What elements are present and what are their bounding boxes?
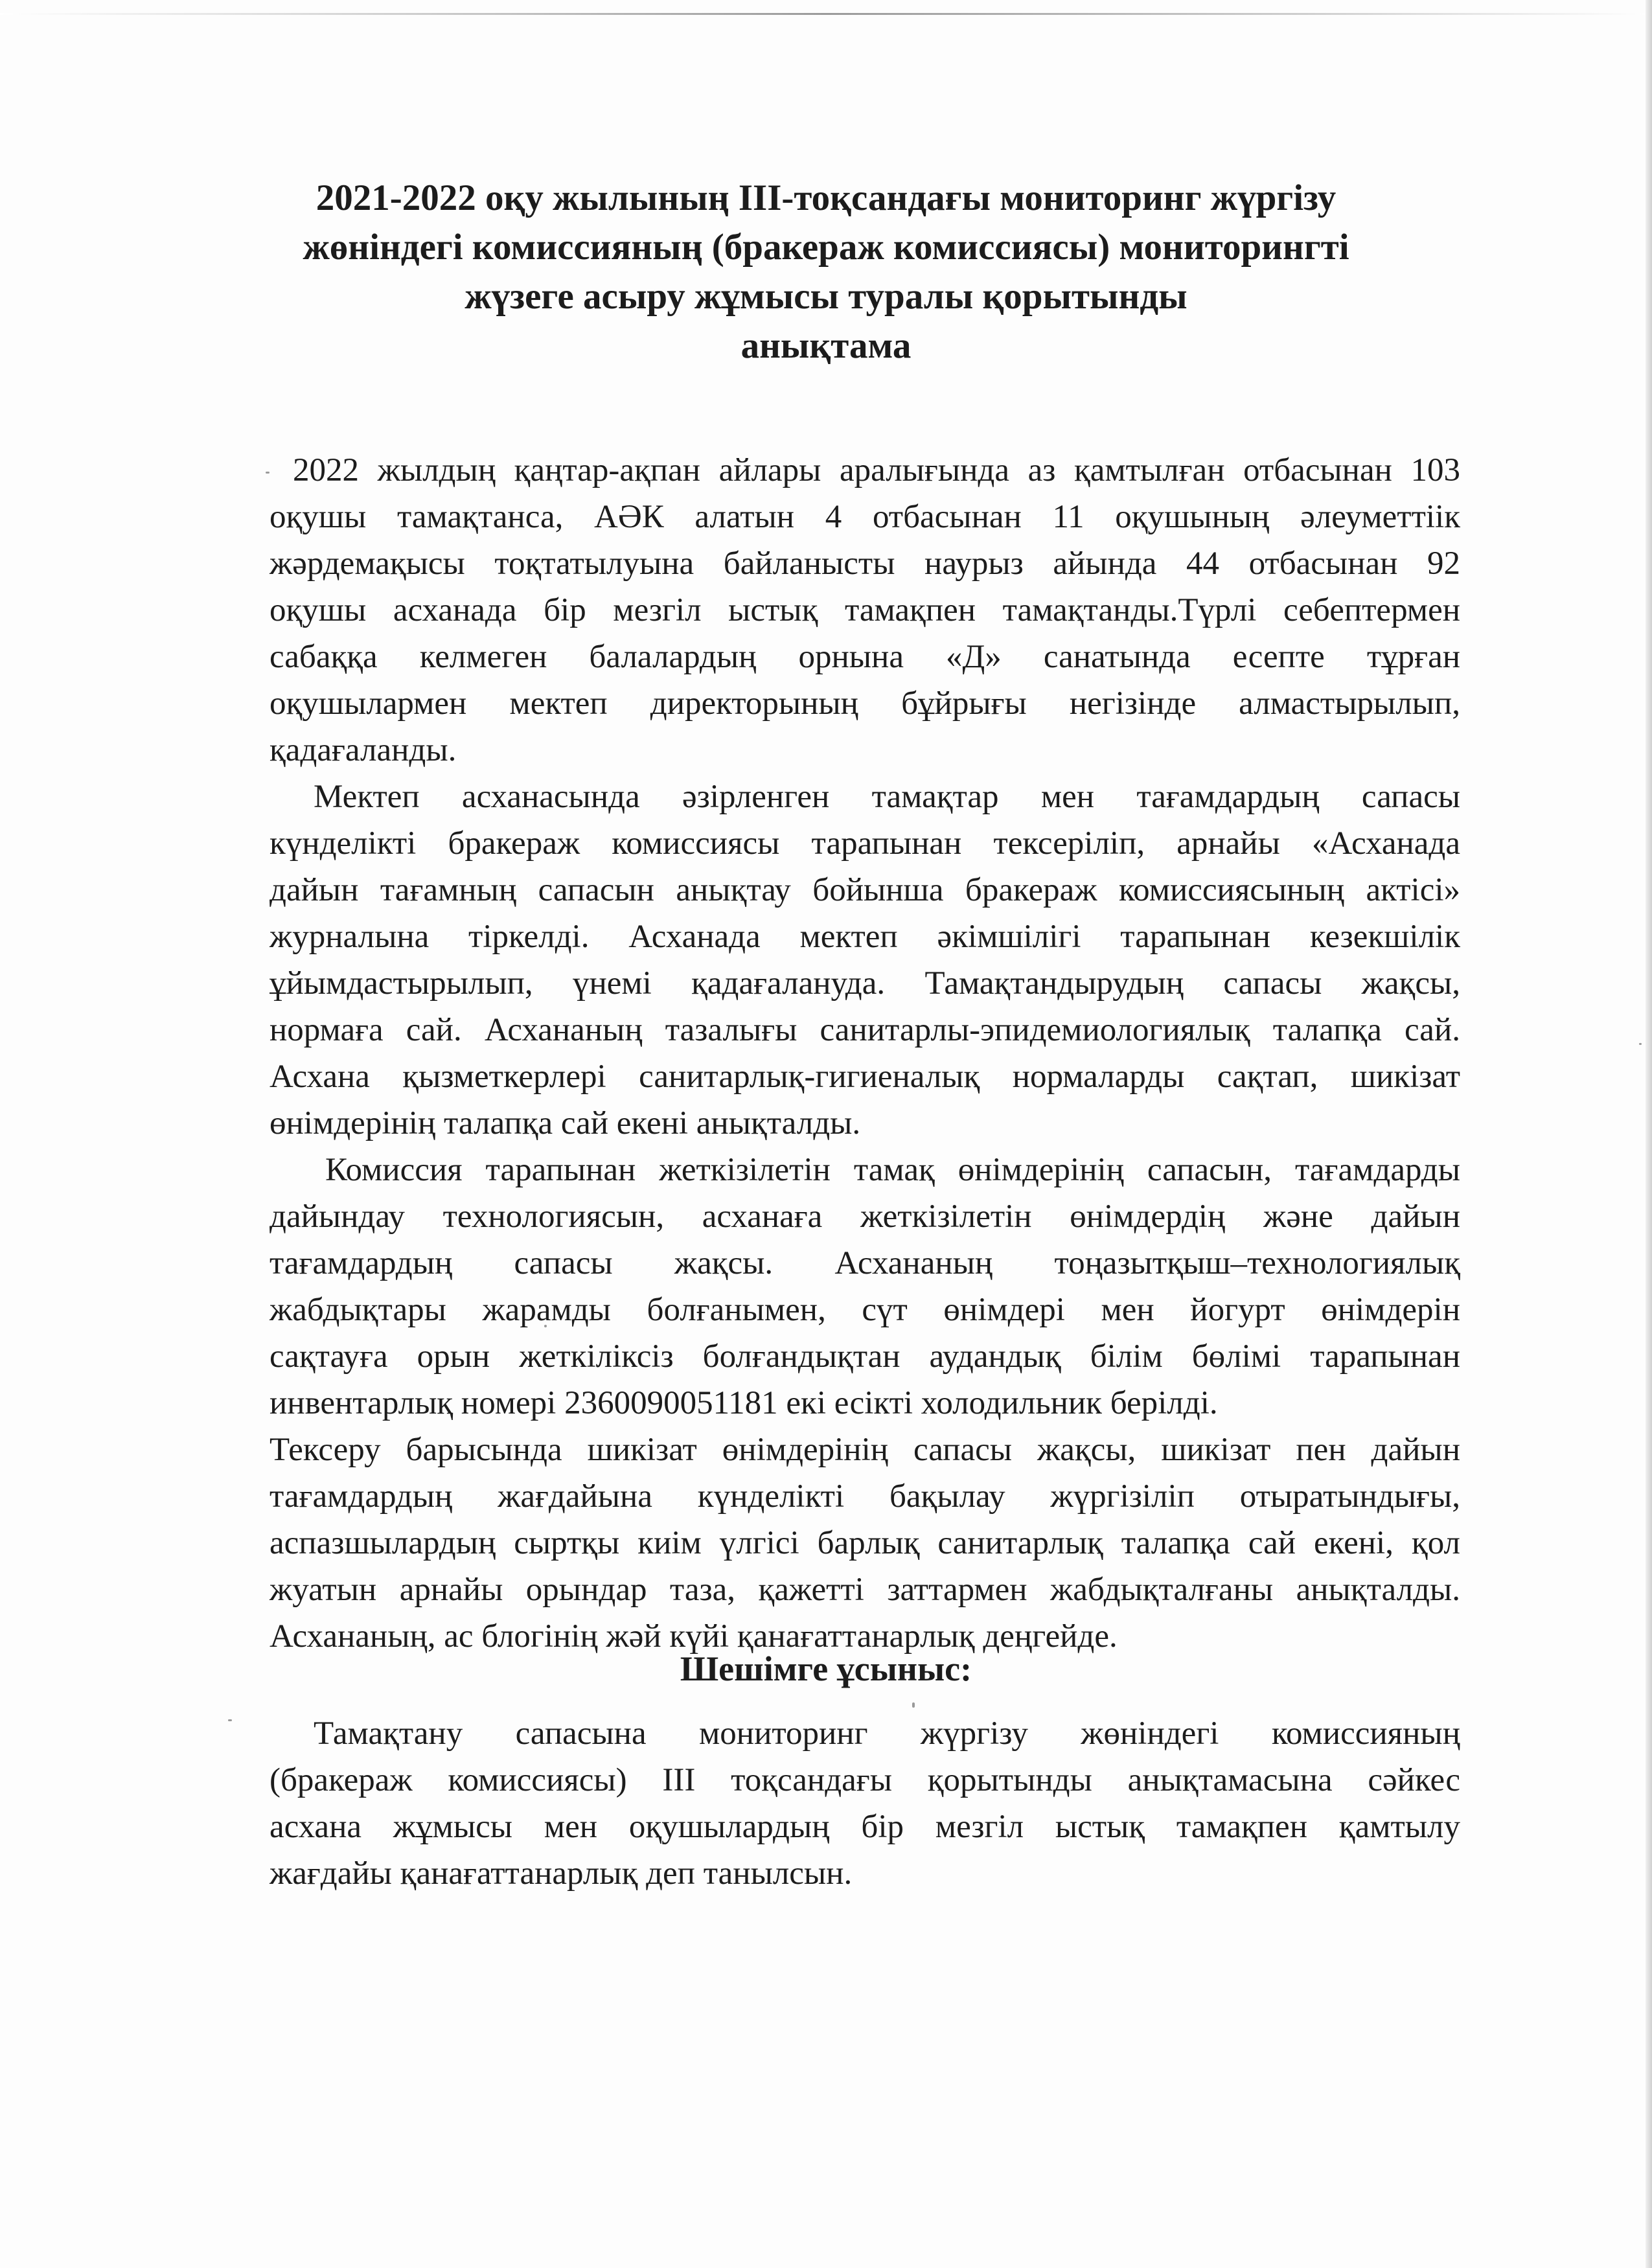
text-line: Комиссия тарапынан жеткізілетін тамақ өнімдерінің сапасын, тағамдарды bbox=[325, 1152, 1460, 1188]
text-line: жабдықтары жарамды болғанымен, сүт өнімдері мен йогурт өнімдерін bbox=[270, 1292, 1460, 1328]
text-line: Мектеп асханасында әзірленген тамақтар мен тағамдардың сапасы bbox=[314, 779, 1460, 815]
paragraph-lunch-statistics bbox=[270, 447, 1460, 773]
text-line: инвентарлық номері 2360090051181 екі есікті холодильник берілді. bbox=[270, 1385, 1218, 1421]
text-line: Тамақтану сапасына мониторинг жүргізу жөніндегі комиссияның bbox=[314, 1715, 1460, 1752]
text-line: дайындау технологиясын, асханаға жеткізілетін өнімдердің және дайын bbox=[270, 1198, 1460, 1235]
scan-right-edge bbox=[1646, 0, 1652, 2268]
text-line: жәрдемақысы тоқтатылуына байланысты наурыз айында 44 отбасынан 92 bbox=[270, 545, 1460, 582]
text-line: Асхананың, ас блогінің жәй күйі қанағаттанарлық деңгейде. bbox=[270, 1618, 1118, 1655]
title-line: 2021-2022 оқу жылының ІІІ-тоқсандағы мониторинг жүргізу bbox=[315, 178, 1337, 218]
text-line: Асхана қызметкерлері санитарлық-гигиеналық нормаларды сақтап, шикізат bbox=[270, 1059, 1460, 1095]
title-line: жүзеге асыру жұмысы туралы қорытынды bbox=[465, 276, 1187, 317]
text-line: қадағаланды. bbox=[270, 732, 457, 768]
text-line: асхана жұмысы мен оқушылардың бір мезгіл ыстық тамақпен қамтылу bbox=[270, 1809, 1460, 1845]
scan-speck bbox=[912, 1702, 915, 1708]
title-line: жөніндегі комиссияның (бракераж комиссиясы) мониторингті bbox=[303, 227, 1349, 268]
text-line: оқушы асханада бір мезгіл ыстық тамақпен тамақтанды.Түрлі себептермен bbox=[270, 592, 1460, 628]
text-line: жағдайы қанағаттанарлық деп танылсын. bbox=[270, 1855, 853, 1892]
text-line: дайын тағамның сапасын анықтау бойынша бракераж комиссиясының актісі» bbox=[270, 872, 1460, 908]
text-line: тағамдардың сапасы жақсы. Асхананың тоңазытқыш–технологиялық bbox=[270, 1245, 1460, 1281]
text-line: сақтауға орын жеткіліксіз болғандықтан аудандық білім бөлімі тарапынан bbox=[270, 1338, 1460, 1375]
decision-heading: Шешімге ұсыныс: bbox=[680, 1649, 972, 1688]
document-body bbox=[270, 447, 1460, 1660]
text-line: журналына тіркелді. Асханада мектеп әкімшілігі тарапынан кезекшілік bbox=[270, 919, 1460, 955]
text-line: күнделікті бракераж комиссиясы тарапынан тексеріліп, арнайы «Асханада bbox=[270, 825, 1460, 862]
text-line: (бракераж комиссиясы) ІІІ тоқсандағы қорытынды анықтамасына сәйкес bbox=[270, 1762, 1460, 1798]
text-line: оқушы тамақтанса, АӘК алатын 4 отбасынан 11 оқушының әлеуметтіік bbox=[270, 499, 1460, 535]
text-line: сабаққа келмеген балалардың орнына «Д» санатында есепте тұрған bbox=[270, 639, 1460, 675]
text-line: нормаға сай. Асхананың тазалығы санитарлы-эпидемиологиялық талапқа сай. bbox=[270, 1012, 1460, 1048]
decision-paragraph bbox=[270, 1710, 1460, 1897]
text-line: жуатын арнайы орындар таза, қажетті заттармен жабдықталғаны анықталды. bbox=[270, 1572, 1460, 1608]
text-line: ұйымдастырылып, үнемі қадағалануда. Тамақтандырудың сапасы жақсы, bbox=[270, 965, 1460, 1002]
text-line: өнімдерінің талапқа сай екені анықталды. bbox=[270, 1105, 861, 1141]
paragraph-food-quality bbox=[270, 773, 1460, 1147]
text-line: оқушылармен мектеп директорының бұйрығы негізінде алмастырылып, bbox=[270, 685, 1460, 722]
text-line: 2022 жылдың қаңтар-ақпан айлары аралығында аз қамтылған отбасынан 103 bbox=[293, 452, 1460, 488]
paragraph-commission-check bbox=[270, 1147, 1460, 1426]
paragraph-inspection-results bbox=[270, 1426, 1460, 1660]
scan-speck bbox=[1639, 1043, 1642, 1045]
scan-speck bbox=[228, 1719, 232, 1721]
text-line: аспазшылардың сыртқы киім үлгісі барлық санитарлық талапқа сай екені, қол bbox=[270, 1525, 1460, 1561]
title-line: анықтама bbox=[740, 325, 912, 366]
document-title bbox=[194, 174, 1458, 371]
scan-edge-line bbox=[0, 13, 1652, 15]
text-line: Тексеру барысында шикізат өнімдерінің сапасы жақсы, шикізат пен дайын bbox=[270, 1432, 1460, 1468]
text-line: тағамдардың жағдайына күнделікті бақылау жүргізіліп отыратындығы, bbox=[270, 1478, 1460, 1515]
